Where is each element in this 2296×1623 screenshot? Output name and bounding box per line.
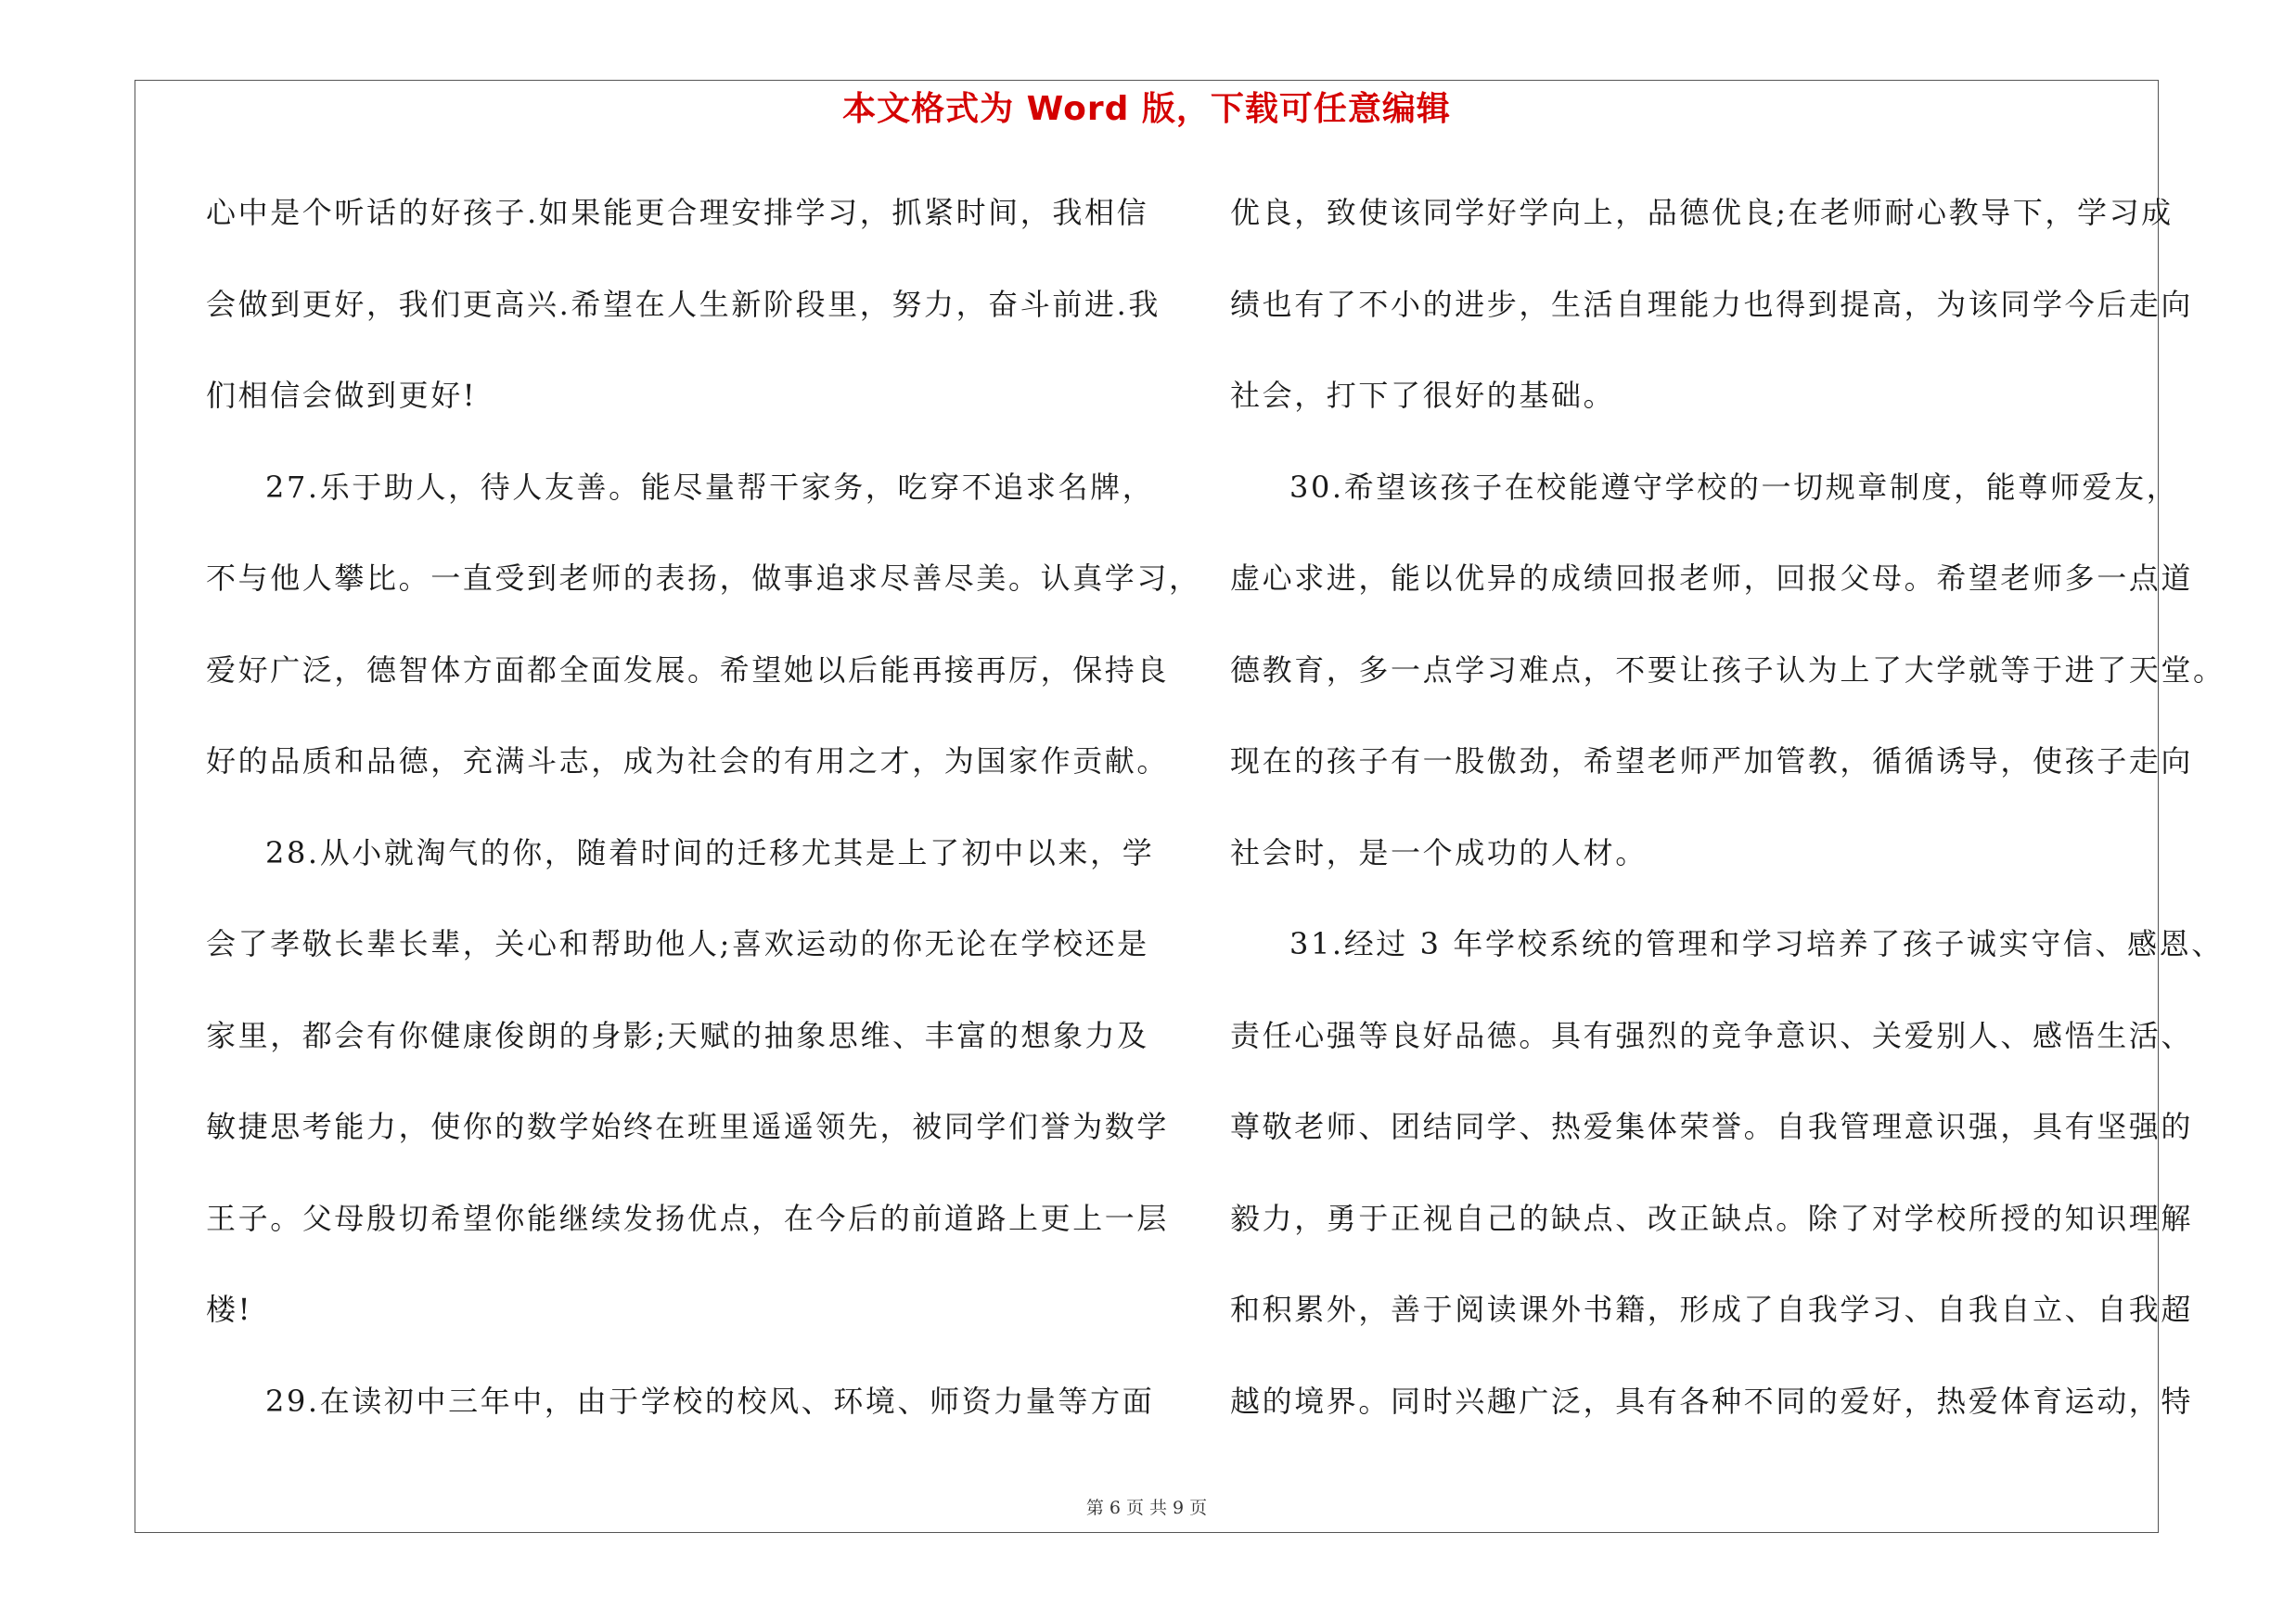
text-line: 敏捷思考能力，使你的数学始终在班里遥遥领先，被同学们誉为数学 bbox=[206, 1109, 1170, 1144]
text-line: 楼! bbox=[206, 1292, 253, 1327]
text-line: 心中是个听话的好孩子.如果能更合理安排学习，抓紧时间，我相信 bbox=[206, 195, 1149, 230]
text-line: 不与他人攀比。一直受到老师的表扬，做事追求尽善尽美。认真学习， bbox=[206, 560, 1201, 596]
text-line: 尊敬老师、团结同学、热爱集体荣誉。自我管理意识强，具有坚强的 bbox=[1230, 1109, 2194, 1144]
text-line: 越的境界。同时兴趣广泛，具有各种不同的爱好，热爱体育运动，特 bbox=[1230, 1383, 2194, 1419]
text-line: 社会时，是一个成功的人材。 bbox=[1230, 834, 1648, 870]
text-line: 会做到更好，我们更高兴.希望在人生新阶段里，努力，奋斗前进.我 bbox=[206, 286, 1161, 322]
text-line: 好的品质和品德，充满斗志，成为社会的有用之才，为国家作贡献。 bbox=[206, 743, 1170, 779]
text-line: 绩也有了不小的进步，生活自理能力也得到提高，为该同学今后走向 bbox=[1230, 286, 2194, 322]
text-line: 30.希望该孩子在校能遵守学校的一切规章制度，能尊师爱友， bbox=[1289, 469, 2179, 505]
text-line: 家里，都会有你健康俊朗的身影;天赋的抽象思维、丰富的想象力及 bbox=[206, 1017, 1149, 1053]
text-line: 虚心求进，能以优异的成绩回报老师，回报父母。希望老师多一点道 bbox=[1230, 560, 2194, 596]
right-column bbox=[1230, 182, 2225, 1462]
text-line: 王子。父母殷切希望你能继续发扬优点，在今后的前道路上更上一层 bbox=[206, 1200, 1170, 1236]
header-banner: 本文格式为 Word 版，下载可任意编辑 bbox=[842, 90, 1451, 128]
text-line: 社会，打下了很好的基础。 bbox=[1230, 378, 1616, 413]
left-column bbox=[206, 182, 1201, 1462]
text-line: 德教育，多一点学习难点，不要让孩子认为上了大学就等于进了天堂。 bbox=[1230, 651, 2225, 688]
text-line: 爱好广泛，德智体方面都全面发展。希望她以后能再接再厉，保持良 bbox=[206, 651, 1170, 688]
text-line: 31.经过 3 年学校系统的管理和学习培养了孩子诚实守信、感恩、 bbox=[1289, 926, 2224, 961]
text-line: 优良，致使该同学好学向上，品德优良;在老师耐心教导下，学习成 bbox=[1230, 195, 2174, 230]
text-line: 们相信会做到更好! bbox=[206, 378, 478, 413]
page-number: 第 6 页 共 9 页 bbox=[1085, 1498, 1208, 1518]
text-line: 28.从小就淘气的你，随着时间的迁移尤其是上了初中以来，学 bbox=[265, 834, 1155, 870]
text-line: 29.在读初中三年中，由于学校的校风、环境、师资力量等方面 bbox=[265, 1383, 1155, 1419]
text-line: 现在的孩子有一股傲劲，希望老师严加管教，循循诱导，使孩子走向 bbox=[1230, 743, 2194, 779]
text-line: 和积累外，善于阅读课外书籍，形成了自我学习、自我自立、自我超 bbox=[1230, 1292, 2194, 1327]
text-line: 27.乐于助人，待人友善。能尽量帮干家务，吃穿不追求名牌， bbox=[265, 469, 1155, 505]
text-line: 会了孝敬长辈长辈，关心和帮助他人;喜欢运动的你无论在学校还是 bbox=[206, 926, 1149, 961]
text-line: 毅力，勇于正视自己的缺点、改正缺点。除了对学校所授的知识理解 bbox=[1230, 1200, 2194, 1236]
text-line: 责任心强等良好品德。具有强烈的竞争意识、关爱别人、感悟生活、 bbox=[1230, 1017, 2194, 1053]
